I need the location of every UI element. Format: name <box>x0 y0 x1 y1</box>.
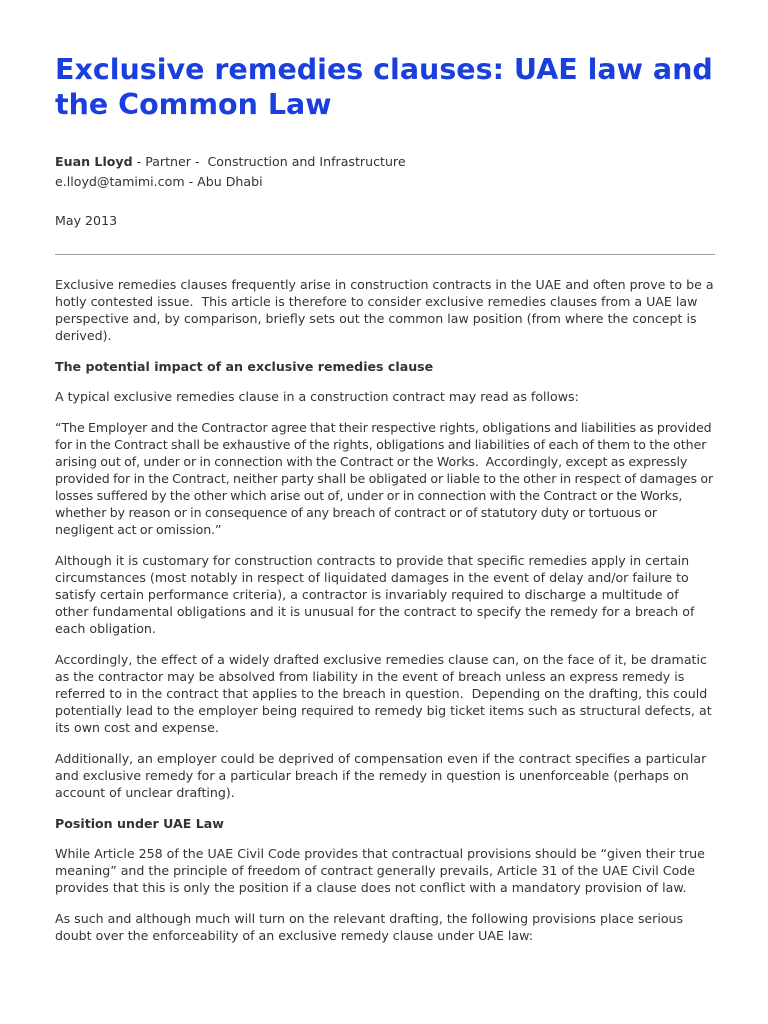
paragraph: Although it is customary for construction contracts to provide that specific remedies apply in certain circumstances (most notably in respect of liquidated damages in the event of delay and/or failure to satisfy certain performance criteria), a contractor is invariably required to discharge a multitude of other fundamental obligations and it is unusual for the contract to specify the remedy for a breach of each obligation. <box>55 553 695 636</box>
paragraph: Accordingly, the effect of a widely drafted exclusive remedies clause can, on the face of it, be dramatic as the contractor may be absolved from liability in the event of breach unless an express remedy is referred to in the contract that applies to the breach in question. Depending on the drafting, this could potentially lead to the employer being required to remedy big ticket items such as structural defects, at its own cost and expense. <box>55 652 716 735</box>
article-title: Exclusive remedies clauses: UAE law and the Common Law <box>55 53 713 121</box>
paragraph: As such and although much will turn on the relevant drafting, the following provisions place serious doubt over the enforceability of an exclusive remedy clause under UAE law: <box>55 911 684 943</box>
section-heading: The potential impact of an exclusive remedies clause <box>55 359 434 374</box>
author-name: Euan Lloyd <box>55 154 133 169</box>
publish-date: May 2013 <box>55 213 118 228</box>
paragraph: A typical exclusive remedies clause in a construction contract may read as follows: <box>55 389 579 404</box>
author-block <box>55 152 715 192</box>
quoted-clause: “The Employer and the Contractor agree that their respective rights, obligations and liabilities as provided for in the Contract shall be exhaustive of the rights, obligations and liabilities of each of them to the other arising out of, under or in connection with the Contract or the Works. Accordingly, except as expressly provided for in the Contract, neither party shall be obligated or liable to the other in respect of damages or losses suffered by the other which arise out of, under or in connection with the Contract or the Works, whether by reason or in consequence of any breach of contract or of statutory duty or tortuous or negligent act or omission.” <box>55 420 717 537</box>
section-heading: Position under UAE Law <box>55 816 224 831</box>
paragraph: Additionally, an employer could be deprived of compensation even if the contract specifies a particular and exclusive remedy for a particular breach if the remedy in question is unenforceable (perhaps on account of unclear drafting). <box>55 751 707 800</box>
divider <box>55 254 715 255</box>
paragraph: Exclusive remedies clauses frequently arise in construction contracts in the UAE and often prove to be a hotly contested issue. This article is therefore to consider exclusive remedies clauses from a UAE law perspective and, by comparison, briefly sets out the common law position (from where the concept is derived). <box>55 277 718 343</box>
article-body <box>55 276 718 944</box>
author-role: - Partner - Construction and Infrastructure <box>132 154 406 169</box>
paragraph: While Article 258 of the UAE Civil Code provides that contractual provisions should be “given their true meaning” and the principle of freedom of contract generally prevails, Article 31 of the UAE Civil Code provides that this is only the position if a clause does not conflict with a mandatory provision of law. <box>55 846 705 895</box>
author-line <box>55 152 715 172</box>
author-contact: e.lloyd@tamimi.com - Abu Dhabi <box>55 174 263 189</box>
article <box>55 52 718 958</box>
